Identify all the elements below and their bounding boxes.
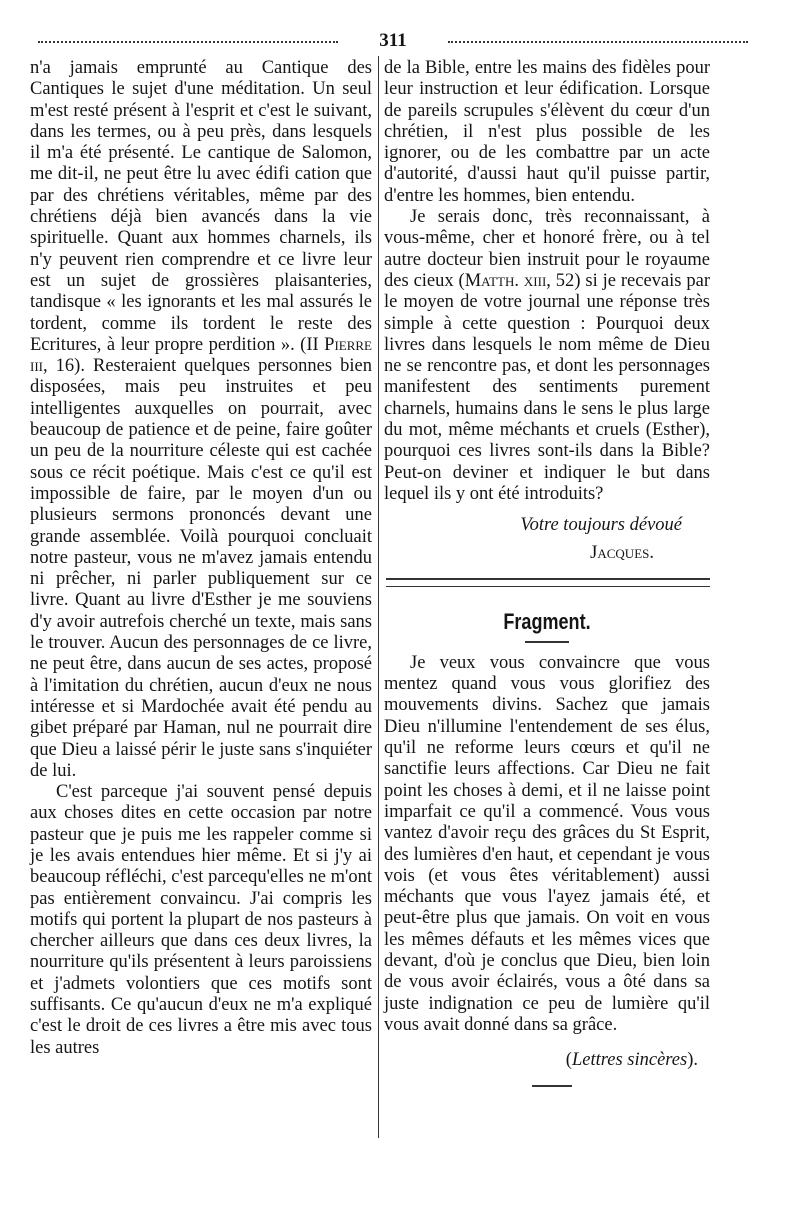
header-rule-right [448,41,748,43]
left-column [30,58,372,1059]
letter-signoff: Votre toujours dévoué [520,515,682,536]
section-title: Fragment. [503,608,591,634]
end-rule [532,1085,572,1087]
page-header [38,30,748,52]
left-paragraph-1-text: n'a jamais emprunté au Cantique des Cantiques le sujet d'une méditation. Un seul m'est resté présent à l'esprit et c'est le suivant, dans les termes, ou à peu près, dans lesquels il m'a été présenté. Le cantique de Salomon, me dit-il, ne peut être lu avec édifi cation que par des chrétiens véritables, même par des chrétiens déjà bien avancés dans la vie spirituelle. Quant aux hommes charnels, ils n'y peuvent rien comprendre et ce livre leur est un sujet de grossières plaisanteries, tandisque « les ignorants et les mal assurés le tordent, comme ils tordent le reste des Ecritures, à leur propre perdition ». ( [30,58,372,355]
left-paragraph-2: C'est parceque j'ai souvent pensé depuis aux choses dites en cette occasion par notre pasteur que je puis me les rappeler comme si je les avais entendues hier même. Et si j'y ai beaucoup réfléchi, c'est parcequ'elles ne m'ont pas entièrement convaincu. J'ai compris les motifs qui portent la plupart de nos pasteurs à chercher ailleurs que dans ces deux livres, la nourriture qu'ils présentent à leurs paroissiens et j'admets volontiers que ces motifs sont suffisants. Ce qu'aucun d'eux ne m'a expliqué c'est le droit de ces livres a être mis avec tous les autres [30,782,372,1058]
source-title: Lettres sincères [571,1050,688,1071]
right-paragraph-1: de la Bible, entre les mains des fidèles pour leur instruction et leur édification. Lorsque de pareils scrupules s'élèvent du cœur d'un chrétien, il n'est plus possible de les ignorer, ou de les combattre par un acte d'autorité, d'aussi haut qu'il puisse partir, d'entre les hommes, bien entendu. [384,58,710,206]
page-number: 311 [379,30,407,51]
right-paragraph-2-text: Je serais donc, très reconnaissant, à vous-même, cher et honoré frère, ou à tel autre docteur bien instruit pour le royaume des cieux ( [384,207,710,291]
right-paragraph-2 [384,207,710,505]
scripture-reference-matth: Matth. xiii, 52 [464,270,575,291]
left-paragraph-1 [30,58,372,782]
right-paragraph-2-continued: ) si je recevais par le moyen de votre journal une réponse très simple à cette question : Pourquoi deux livres dans lesquels le nom même de Dieu ne se rencontre pas, et dont les personnages manifestent des sentiments purement charnels, humains dans le sens le plus large du mot, même méchants et cruels (Esther), pourquoi ces livres sont-ils dans la Bible? Peut-on deviner et indiquer le but dans lequel ils y ont été introduits? [384,270,710,504]
letter-signer: Jacques. [590,542,654,563]
title-underline [525,641,569,643]
section-separator [386,578,710,587]
fragment-paragraph: Je veux vous convaincre que vous mentez quand vous vous glorifiez des mouvements divins. Sachez que jamais Dieu n'illumine l'entendement de ses élus, qu'il ne reforme leurs cœurs et qu'il ne sanctifie leurs affections. Car Dieu ne fait point les choses à demi, et il ne laisse point imparfait ce qu'il a commencé. Vous vous vantez d'avoir reçu des grâces du St Esprit, des lumières d'en haut, et cependant je vous vois (et vous êtes véritablement) aussi méchants que vous l'ayez jamais été, et peut-être plus que jamais. On voit en vous les mêmes défauts et les mêmes vices que devant, d'où je conclus que Dieu, bien loin de vous avoir éclairés, vous a ôté dans sa juste indignation ce peu de lumière qu'il vous avait donné dans sa grâce. [384,652,710,1035]
column-divider [378,56,379,1138]
right-column [384,58,710,1087]
source-attribution: (Lettres sincères). [565,1050,698,1071]
header-rule-left [38,41,338,43]
left-paragraph-1-continued: ). Resteraient quelques personnes bien disposées, mais peu instruites et peu intelligentes auxquelles on pourrait, avec beaucoup de patience et de peine, faire goûter un peu de la nourriture céleste qui est cachée sous ce récit poétique. Mais c'est ce qu'il est impossible de faire, par le moyen d'un ou plusieurs sermons prononcés devant une grande assemblée. Voilà pourquoi concluait notre pasteur, vous ne m'avez jamais entendu ni prêcher, ni parler publiquement sur ce livre. Quant au livre d'Esther je me souviens d'y avoir autrefois cherché un texte, mais sans le trouver. Aucun des personnages de ce livre, ne peut être, dans aucun de ses actes, proposé à l'imitation du chrétien, aucun d'eux ne nous intéresse et si Mardochée avait été pendu au gibet préparé par Haman, nul ne pourrait dire que Dieu a laissé périr le juste sans s'inquiéter de lui. [30,356,372,781]
scripture-reference-pierre: II Pierre iii, 16 [30,334,372,377]
